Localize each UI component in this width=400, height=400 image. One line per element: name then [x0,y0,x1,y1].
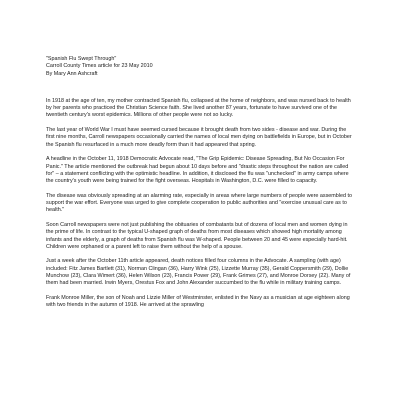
paragraph: The disease was obviously spreading at an alarming rate, especially in areas where large numbers of people were assembled to support the war effort. Everyone was urged to give complete cooperation to public authorities and "exercise unusual care as to health." [46,192,352,214]
paragraph: Frank Monroe Miller, the son of Noah and Lizzie Miller of Westminster, enlisted in the Navy as a musician at age eighteen along with two friends in the autumn of 1918. He arrived at the sprawling [46,294,350,309]
article-body [46,98,354,310]
paragraph: The last year of World War I must have seemed cursed because it brought death from two sides - disease and war. During the first nine months, Carroll newspapers occasionally carried the names of local men dying on battlefields in Europe, but in October the Spanish flu resurfaced in a much more deadly form than it had appeared that spring. [46,127,352,148]
article-header [46,56,354,78]
paragraph: A headline in the October 11, 1918 Democratic Advocate read, "The Grip Epidemic: Disease Spreading, But No Occasion For Panic." The article mentioned the outbreak had begun about 10 days before and "drastic steps throughout the nation are called for" – a statement conflicting with the optimistic headline. In addition, it disclosed the flu was "unchecked" in army camps where the country's youth were being trained for the fight overseas. Hospitals in Washington, D.C. were filled to capacity. [46,156,349,185]
paragraph: In 1918 at the age of ten, my mother contracted Spanish flu, collapsed at the home of neighbors, and was nursed back to health by her parents who practiced the Christian Science faith. She lived another 87 years, fortunate to have survived one of the twentieth century's worst epidemics. Millions of other people were not so lucky. [46,97,351,119]
article-subtitle: Carroll County Times article for 23 May 2010 [46,63,153,70]
paragraph: Soon Carroll newspapers were not just publishing the obituaries of combatants but of dozens of local men and women dying in the prime of life. In contrast to the typical U-shaped graph of deaths from most diseases which showed high mortality among infants and the elderly, a graph of deaths from Spanish flu was W-shaped. People between 20 and 45 were especially hard-hit. Children were orphaned or a parent left to raise them without the help of a spouse. [46,221,348,250]
article-byline: By Mary Ann Ashcraft [46,70,98,77]
paragraph: Just a week after the October 11th article appeared, death notices filled four columns in the Advocate. A sampling (with age) included: Fitz James Bartlett (31), Norman Clingan (36), Harry Wink (25), Lizzette Murray (35), Gerald Coppersmith (29), Dollie Munchow (23), Clara Wimert (36), Helen Wilson (23), Francis Power (29), Frank Grimes (27), and Monroe Dorsey (22). Many of them had been married. Irwin Myers, Orestus Fox and John Alexander succumbed to the flu while in military training camps. [46,258,351,287]
article-title: "Spanish Flu Swept Through" [46,56,117,62]
